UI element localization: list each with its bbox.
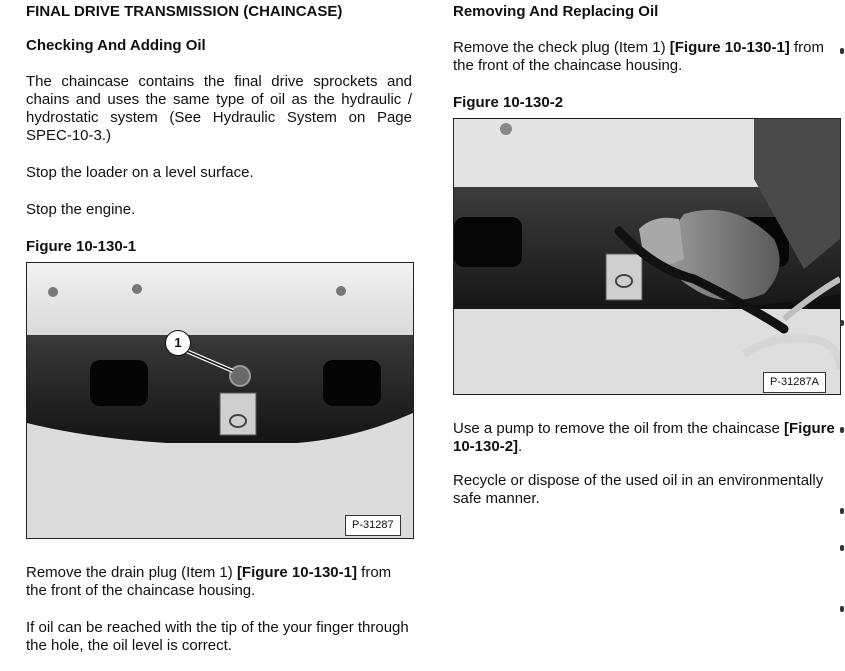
figure-label-2: Figure 10-130-2 <box>453 94 564 111</box>
edge-mark <box>840 48 844 54</box>
figure-ref-2b: [Figure 10-130-2] <box>453 420 835 455</box>
edge-mark <box>840 606 844 612</box>
edge-mark <box>840 427 844 433</box>
figure-code-2: P-31287A <box>763 372 826 393</box>
figure-10-130-1-photo <box>26 262 414 539</box>
figure-ref-1: [Figure 10-130-1] <box>236 564 357 581</box>
figure-label-1: Figure 10-130-1 <box>26 238 137 255</box>
edge-mark <box>840 545 844 551</box>
callout-item-1: 1 <box>165 330 191 356</box>
paragraph-remove-check-plug: Remove the check plug (Item 1) [Figure 10-130-1] from the front of the chaincase housing. <box>453 39 824 74</box>
edge-mark <box>840 320 844 326</box>
paragraph-stop-loader: Stop the loader on a level surface. <box>26 164 254 181</box>
paragraph-use-pump: Use a pump to remove the oil from the chaincase [Figure 10-130-2]. <box>453 420 835 455</box>
edge-mark <box>840 508 844 514</box>
figure-code-1: P-31287 <box>345 515 401 536</box>
paragraph-oil-level-correct: If oil can be reached with the tip of the your finger through the hole, the oil level is correct. <box>26 619 409 654</box>
paragraph-remove-drain-plug: Remove the drain plug (Item 1) [Figure 10-130-1] from the front of the chaincase housing. <box>26 564 392 599</box>
paragraph-stop-engine: Stop the engine. <box>26 201 136 218</box>
subsection-title-removing: Removing And Replacing Oil <box>453 3 659 20</box>
subsection-title-checking: Checking And Adding Oil <box>26 37 206 54</box>
paragraph-chaincase-info: The chaincase contains the final drive sprockets and chains and uses the same type of oil as the hydraulic / hydrostatic system (See Hydraulic System on Page SPEC-10-3.) <box>26 73 412 144</box>
figure-ref-2a: [Figure 10-130-1] <box>669 39 790 56</box>
figure-10-130-2-photo <box>453 118 841 395</box>
section-title: FINAL DRIVE TRANSMISSION (CHAINCASE) <box>26 3 343 20</box>
paragraph-recycle-oil: Recycle or dispose of the used oil in an environmentally safe manner. <box>453 472 824 507</box>
